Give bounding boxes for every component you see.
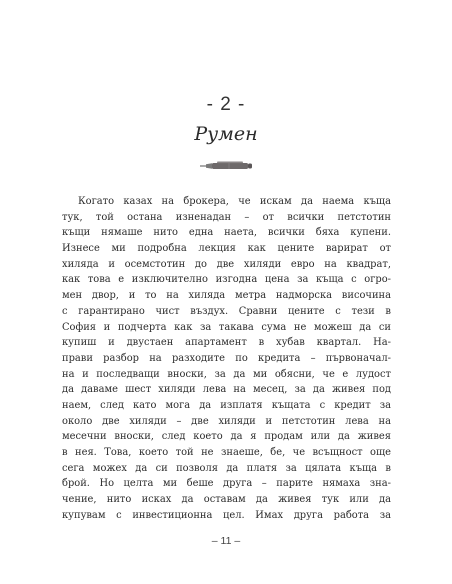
text-line: чение, нито исках да оставам да живея тук или да [62,494,391,506]
text-line: месечни вноски, след което да я продам или да живея [62,431,391,443]
text-line: Когато казах на брокера, че искам да наема къща [78,196,391,207]
chapter-title: Румен [194,123,258,145]
text-line: тук, той остана изненадан – от всички петстотин [62,211,391,223]
text-line: купиш и двустаен апартамент в хубав квартал. На- [62,337,391,349]
text-line: да даваме шест хиляди лева на месец, за да живея под [62,384,391,396]
text-line: къщи нямаше нито една наета, всички бяха купени. [62,227,391,239]
text-line: в нея. Това, което той не знаеше, бе, че всъщност още [62,447,391,458]
body-text [62,194,391,523]
text-line: купувам с инвестиционна цел. Имах друга работа за [62,509,391,521]
text-line: хиляда и осемстотин до две хиляди евро на квадрат, [62,258,391,270]
text-line: около две хиляди – две хиляди и петстотин лева на [62,415,391,427]
text-line: Изнесе ми подробна лекция как цените варират от [62,243,391,255]
chapter-number: - 2 - [206,94,246,115]
text-line: мен двор, и то на хиляда метра надморска височина [62,290,391,302]
page-number: – 11 – [211,535,241,547]
text-line: сега можех да си позволя да платя за цялата къща в [62,462,391,474]
pen-icon [199,160,253,172]
text-line: с гарантирано чист въздух. Сравни цените с тези в [62,305,391,317]
text-line: прави разбор на разходите по кредита – първоначал- [62,352,391,364]
text-line: как това е изключително изгодна цена за къща с огро- [62,274,391,286]
text-line: София и подчерта как за такава сума не можеш да си [62,321,391,333]
text-line: наем, след като мога да изплатя къщата с кредит за [62,399,391,411]
text-line: на и последващи вноски, за да ми обясни, че е лудост [62,368,391,380]
text-line: брой. Но целта ми беше друга – парите нямаха зна- [62,478,391,490]
